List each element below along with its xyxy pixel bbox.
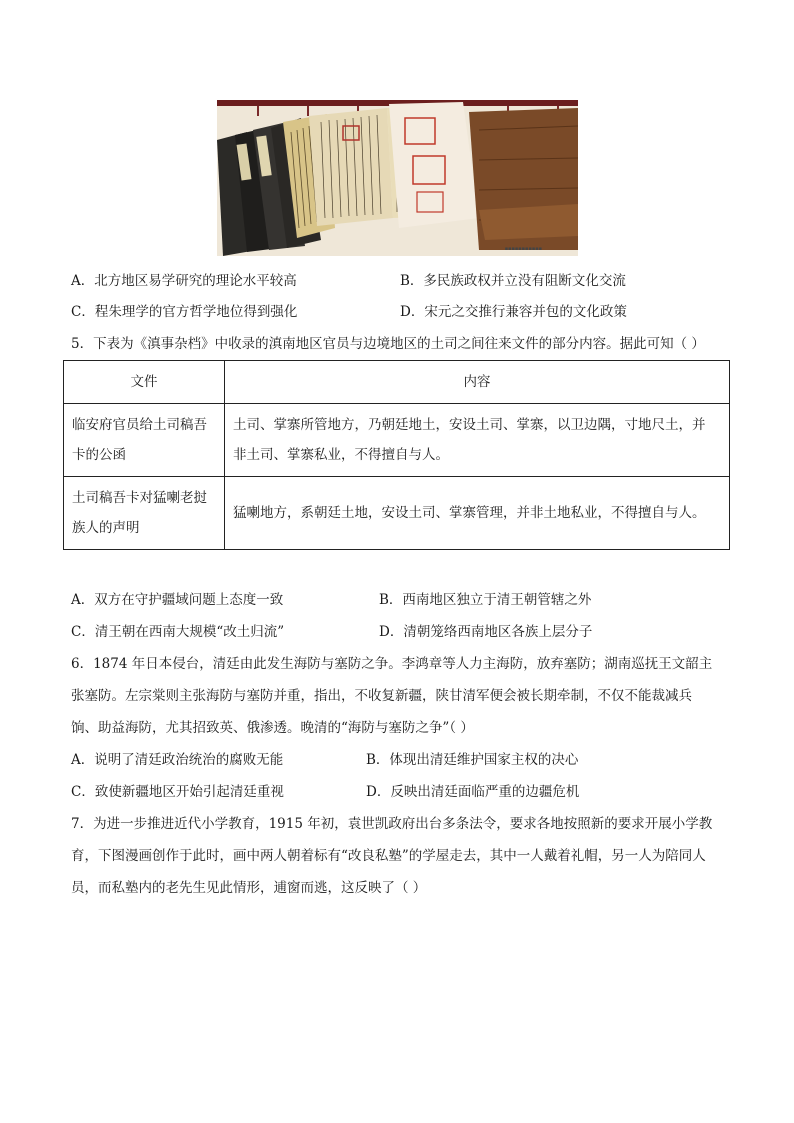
q6-option-b: B．体现出清廷维护国家主权的决心 xyxy=(366,752,579,768)
q5-option-a: A．双方在守护疆域问题上态度一致 xyxy=(71,592,284,608)
q6-option-c: C．致使新疆地区开始引起清廷重视 xyxy=(71,784,284,800)
q7-line-1: 7．为进一步推进近代小学教育，1915 年初，袁世凯政府出台多条法令，要求各地按照新的要求开展小学教 xyxy=(71,816,713,832)
row2-document-line1: 土司稿吾卡对猛喇老挝 xyxy=(72,490,207,506)
row1-document-line2: 卡的公函 xyxy=(72,447,126,463)
row2-document-line2: 族人的声明 xyxy=(72,520,140,536)
q5-option-b: B．西南地区独立于清王朝管辖之外 xyxy=(379,592,592,608)
q4-option-d: D．宋元之交推行兼容并包的文化政策 xyxy=(400,304,627,320)
q7-line-2: 育，下图漫画创作于此时，画中两人朝着标有“改良私塾”的学屋走去，其中一人戴着礼帽，另一人为陪同人 xyxy=(71,848,706,864)
books-illustration xyxy=(217,100,578,256)
row1-document xyxy=(64,404,225,477)
q4-option-c: C．程朱理学的官方哲学地位得到强化 xyxy=(71,304,298,320)
row1-content-line1: 土司、掌寨所管地方，乃朝廷地土，安设土司、掌寨，以卫边隅，寸地尺土，并 xyxy=(233,417,706,433)
q6-line-3: 饷、助益海防，尤其招致英、俄渗透。晚清的“海防与塞防之争”（ ） xyxy=(71,720,474,736)
q6-option-a: A．说明了清廷政治统治的腐败无能 xyxy=(71,752,284,768)
table-row xyxy=(64,477,730,550)
q6-option-d: D．反映出清廷面临严重的边疆危机 xyxy=(366,784,580,800)
header-document: 文件 xyxy=(64,361,225,404)
row1-content xyxy=(225,404,730,477)
header-content: 内容 xyxy=(225,361,730,404)
row2-content xyxy=(225,477,730,550)
table-row xyxy=(64,404,730,477)
table-header-row xyxy=(64,361,730,404)
q6-line-1: 6．1874 年日本侵台，清廷由此发生海防与塞防之争。李鸿章等人力主海防，放弃塞防；湖南巡抚王文韶主 xyxy=(71,656,713,672)
q6-line-2: 张塞防。左宗棠则主张海防与塞防并重，指出，不收复新疆，陕甘清军便会被长期牵制，不仅不能裁减兵 xyxy=(71,688,692,704)
document-table xyxy=(63,360,730,550)
photo-caption-mark: ▪▪▪▪▪▪▪▪▪▪▪ xyxy=(504,246,542,252)
row2-content-line1: 猛喇地方，系朝廷土地，安设土司、掌寨管理，并非土地私业，不得擅自与人。 xyxy=(233,505,706,521)
q4-option-b: B．多民族政权并立没有阻断文化交流 xyxy=(400,273,626,289)
row1-document-line1: 临安府官员给土司稿吾 xyxy=(72,417,207,433)
q5-option-d: D．清朝笼络西南地区各族上层分子 xyxy=(379,624,593,640)
q5-option-c: C．清王朝在西南大规模“改土归流” xyxy=(71,624,285,640)
q4-option-a: A．北方地区易学研究的理论水平较高 xyxy=(71,273,297,289)
row2-document xyxy=(64,477,225,550)
ancient-books-photo xyxy=(217,100,578,256)
q5-stem: 5．下表为《滇事杂档》中收录的滇南地区官员与边境地区的土司之间往来文件的部分内容。据此可知（ ） xyxy=(71,336,705,352)
q7-line-3: 员，而私塾内的老先生见此情形，逋窗而逃，这反映了（ ） xyxy=(71,880,427,896)
row1-content-line2: 非土司、掌寨私业，不得擅自与人。 xyxy=(233,447,449,463)
